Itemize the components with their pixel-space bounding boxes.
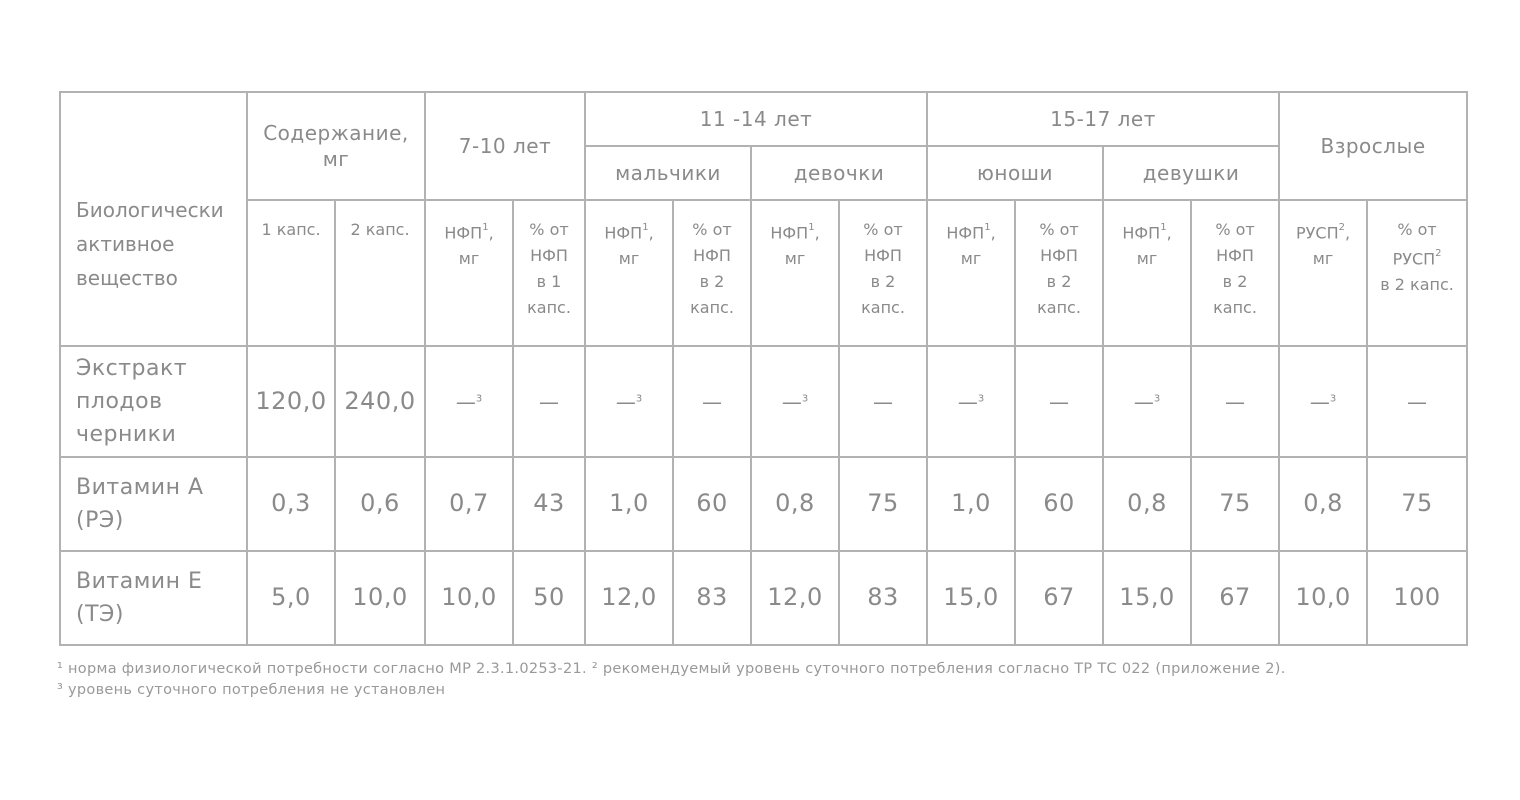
value-cell: 43	[513, 457, 585, 551]
footnote-marker: 1	[642, 222, 649, 233]
value-cell: 1,0	[927, 457, 1015, 551]
value-cell: 1,0	[585, 457, 673, 551]
header-age-7-10: 7-10 лет	[425, 92, 585, 200]
value-cell: —	[513, 346, 585, 457]
label-caps-count: 2	[1061, 272, 1072, 291]
value-cell: 10,0	[1279, 551, 1367, 645]
label-nfp: НФП	[1040, 246, 1078, 265]
label-comma: ,	[1166, 223, 1172, 243]
label-comma: ,	[814, 223, 820, 243]
label-mg: мг	[1136, 249, 1158, 269]
table-row	[60, 457, 1467, 551]
header-age-11-14: 11 -14 лет	[585, 92, 927, 146]
value-cell: 0,6	[335, 457, 425, 551]
value-cell: 12,0	[585, 551, 673, 645]
label-nfp: НФП	[1216, 246, 1254, 265]
footnote-marker: 1	[482, 222, 489, 233]
value-cell: 0,7	[425, 457, 513, 551]
value-cell: 83	[673, 551, 751, 645]
label-nfp: НФП	[770, 223, 809, 243]
value-cell: 0,8	[1103, 457, 1191, 551]
label-in: в	[1222, 272, 1233, 291]
value-cell: 60	[1015, 457, 1103, 551]
label-comma: ,	[488, 223, 494, 243]
label-in: в	[536, 272, 547, 291]
label-mg: мг	[1312, 249, 1334, 269]
header-age-15-17: 15-17 лет	[927, 92, 1279, 146]
footnote-marker: 1	[808, 222, 815, 233]
table-row	[60, 346, 1467, 457]
header-pct-rusp	[1367, 200, 1467, 346]
value-cell: 0,8	[751, 457, 839, 551]
label-caps-count: 2	[714, 272, 725, 291]
value-cell: 15,0	[927, 551, 1015, 645]
header-pct-nfp	[1015, 200, 1103, 346]
header-young-women: девушки	[1103, 146, 1279, 200]
label-mg: мг	[784, 249, 806, 269]
value-cell: 60	[673, 457, 751, 551]
label-caps: капс.	[1213, 298, 1257, 317]
label-rusp: РУСП	[1296, 223, 1339, 243]
label-nfp: НФП	[1122, 223, 1161, 243]
label-mg: мг	[960, 249, 982, 269]
footnote-1-2: ¹ норма физиологической потребности согласно МР 2.3.1.0253-21. ² рекомендуемый уровень суточного потребления согласно ТР ТС 022 (приложение 2).	[57, 661, 1286, 677]
value-cell: 75	[839, 457, 927, 551]
header-2-caps: 2 капс.	[335, 200, 425, 346]
label-nfp: НФП	[946, 223, 985, 243]
value-cell: —$^3$	[1103, 346, 1191, 457]
label-pct-from: % от	[529, 220, 569, 239]
label-pct-from: % от	[1039, 220, 1079, 239]
header-1-caps: 1 капс.	[247, 200, 335, 346]
value-cell: 10,0	[425, 551, 513, 645]
value-cell: 50	[513, 551, 585, 645]
header-girls: девочки	[751, 146, 927, 200]
label-mg: мг	[458, 249, 480, 269]
label-in: в	[699, 272, 710, 291]
label-in: в	[1046, 272, 1057, 291]
value-cell: 240,0	[335, 346, 425, 457]
footnote-marker: 1	[1160, 222, 1167, 233]
header-pct-nfp	[1191, 200, 1279, 346]
footnote-3: ³ уровень суточного потребления не установлен	[57, 682, 446, 698]
value-cell: 67	[1191, 551, 1279, 645]
header-nfp-mg	[585, 200, 673, 346]
value-cell: —	[839, 346, 927, 457]
value-cell: 100	[1367, 551, 1467, 645]
value-cell: —$^3$	[585, 346, 673, 457]
label-comma: ,	[1344, 223, 1351, 243]
footnote-marker: 1	[984, 222, 991, 233]
footnote-marker: 2	[1338, 222, 1345, 233]
value-cell: —$^3$	[1279, 346, 1367, 457]
label-rusp: РУСП	[1392, 249, 1436, 269]
header-nfp-mg	[751, 200, 839, 346]
footnote-marker: 2	[1435, 248, 1442, 259]
value-cell: —	[1367, 346, 1467, 457]
row-name: Витамин А (РЭ)	[60, 457, 247, 551]
label-comma: ,	[990, 223, 996, 243]
header-youths: юноши	[927, 146, 1103, 200]
label-in: в	[870, 272, 881, 291]
header-pct-nfp	[513, 200, 585, 346]
value-cell: 75	[1191, 457, 1279, 551]
header-rusp-mg	[1279, 200, 1367, 346]
value-cell: 67	[1015, 551, 1103, 645]
value-cell: —	[1191, 346, 1279, 457]
label-mg: мг	[618, 249, 640, 269]
label-caps-count: 2	[885, 272, 896, 291]
label-caps: капс.	[690, 298, 734, 317]
label-nfp: НФП	[604, 223, 643, 243]
value-cell: —$^3$	[425, 346, 513, 457]
value-cell: 0,3	[247, 457, 335, 551]
value-cell: 0,8	[1279, 457, 1367, 551]
label-pct-from: % от	[863, 220, 903, 239]
row-name: Экстракт плодов черники	[60, 346, 247, 457]
label-caps: капс.	[861, 298, 905, 317]
value-cell: 120,0	[247, 346, 335, 457]
label-caps: капс.	[1410, 275, 1454, 295]
value-cell: —$^3$	[751, 346, 839, 457]
value-cell: 75	[1367, 457, 1467, 551]
value-cell: —$^3$	[927, 346, 1015, 457]
header-substance: Биологически активное вещество	[60, 92, 247, 346]
value-cell: 83	[839, 551, 927, 645]
value-cell: —	[673, 346, 751, 457]
header-adults: Взрослые	[1279, 92, 1467, 200]
header-content: Содержание, мг	[247, 92, 425, 200]
value-cell: 12,0	[751, 551, 839, 645]
label-nfp: НФП	[864, 246, 902, 265]
table-row	[60, 551, 1467, 645]
label-pct-from: % от	[1397, 220, 1437, 239]
header-nfp-mg	[425, 200, 513, 346]
label-nfp: НФП	[444, 223, 483, 243]
label-nfp: НФП	[693, 246, 731, 265]
header-nfp-mg	[1103, 200, 1191, 346]
label-comma: ,	[648, 223, 654, 243]
label-pct-from: % от	[692, 220, 732, 239]
value-cell: —	[1015, 346, 1103, 457]
label-pct-from: % от	[1215, 220, 1255, 239]
header-pct-nfp	[839, 200, 927, 346]
label-caps: капс.	[1037, 298, 1081, 317]
label-nfp: НФП	[530, 246, 568, 265]
value-cell: 5,0	[247, 551, 335, 645]
value-cell: 10,0	[335, 551, 425, 645]
label-caps-count: 2	[1394, 275, 1405, 295]
nutrition-table	[59, 91, 1468, 646]
label-caps-count: 1	[551, 272, 562, 291]
label-caps-count: 2	[1237, 272, 1248, 291]
header-nfp-mg	[927, 200, 1015, 346]
row-name: Витамин Е (ТЭ)	[60, 551, 247, 645]
value-cell: 15,0	[1103, 551, 1191, 645]
label-caps: капс.	[527, 298, 571, 317]
header-pct-nfp	[673, 200, 751, 346]
header-boys: мальчики	[585, 146, 751, 200]
label-in: в	[1380, 275, 1390, 295]
